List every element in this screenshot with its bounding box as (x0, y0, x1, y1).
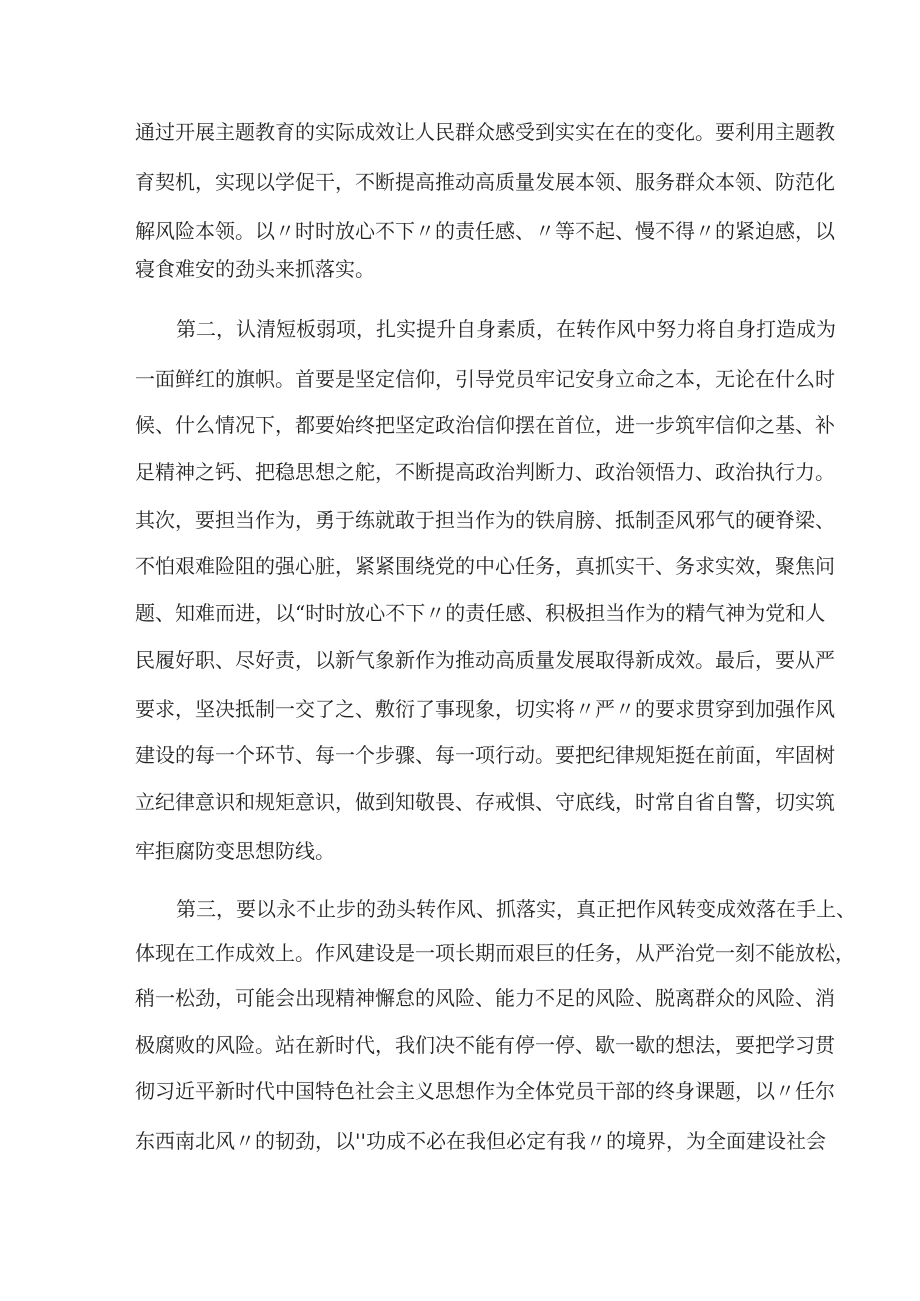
paragraph-2-line-2: 一面鲜红的旗帜。首要是坚定信仰，引导党员牢记安身立命之本，无论在什么时 (135, 367, 835, 391)
paragraph-3-line-5: 彻习近平新时代中国特色社会主义思想作为全体党员干部的终身课题，以〃任尔 (135, 1079, 835, 1103)
paragraph-2-line-7: 题、知难而进，以“时时放心不下〃的责任感、积极担当作为的精气神为党和人 (135, 601, 826, 625)
paragraph-3-line-2: 体现在工作成效上。作风建设是一项长期而艰巨的任务，从严治党一刻不能放松， (135, 941, 855, 965)
paragraph-2-line-1: 第二，认清短板弱项，扎实提升自身素质，在转作风中努力将自身打造成为 (176, 317, 836, 341)
paragraph-2-line-8: 民履好职、尽好责，以新气象新作为推动高质量发展取得新成效。最后，要从严 (135, 648, 835, 672)
paragraph-3-line-3: 稍一松劲，可能会出现精神懈怠的风险、能力不足的风险、脱离群众的风险、消 (135, 986, 835, 1010)
paragraph-2-line-9: 要求，坚决抵制一交了之、敷衍了事现象，切实将〃严〃的要求贯穿到加强作风 (135, 697, 835, 721)
paragraph-2-line-11: 立纪律意识和规矩意识，做到知敬畏、存戒惧、守底线，时常自省自警，切实筑 (135, 790, 835, 814)
paragraph-2-line-3: 候、什么情况下，都要始终把坚定政治信仰摆在首位，进一步筑牢信仰之基、补 (135, 413, 835, 437)
paragraph-1-line-4: 寝食难安的劲头来抓落实。 (135, 257, 375, 281)
paragraph-2-line-6: 不怕艰难险阻的强心脏，紧紧围绕党的中心任务，真抓实干、务求实效，聚焦问 (135, 554, 835, 578)
paragraph-3-line-4: 极腐败的风险。站在新时代，我们决不能有停一停、歇一歇的想法，要把学习贯 (135, 1033, 835, 1057)
paragraph-2-line-12: 牢拒腐防变思想防线。 (135, 839, 335, 863)
paragraph-1-line-3: 解风险本领。以〃时时放心不下〃的责任感、〃等不起、慢不得〃的紧迫感，以 (135, 219, 835, 243)
paragraph-1-line-2: 育契机，实现以学促干，不断提高推动高质量发展本领、服务群众本领、防范化 (135, 170, 835, 194)
paragraph-3-line-6: 东西南北风〃的韧劲，以''功成不必在我但必定有我〃的境界，为全面建设社会 (135, 1129, 826, 1153)
paragraph-1-line-1: 通过开展主题教育的实际成效让人民群众感受到实实在在的变化。要利用主题教 (135, 120, 835, 144)
paragraph-3-line-1: 第三，要以永不止步的劲头转作风、抓落实，真正把作风转变成效落在手上、 (176, 897, 856, 921)
paragraph-2-line-4: 足精神之钙、把稳思想之舵，不断提高政治判断力、政治领悟力、政治执行力。 (135, 460, 835, 484)
paragraph-2-line-5: 其次，要担当作为，勇于练就敢于担当作为的铁肩膀、抵制歪风邪气的硬脊梁、 (135, 508, 835, 532)
paragraph-2-line-10: 建设的每一个环节、每一个步骤、每一项行动。要把纪律规矩挺在前面，牢固树 (135, 743, 835, 767)
